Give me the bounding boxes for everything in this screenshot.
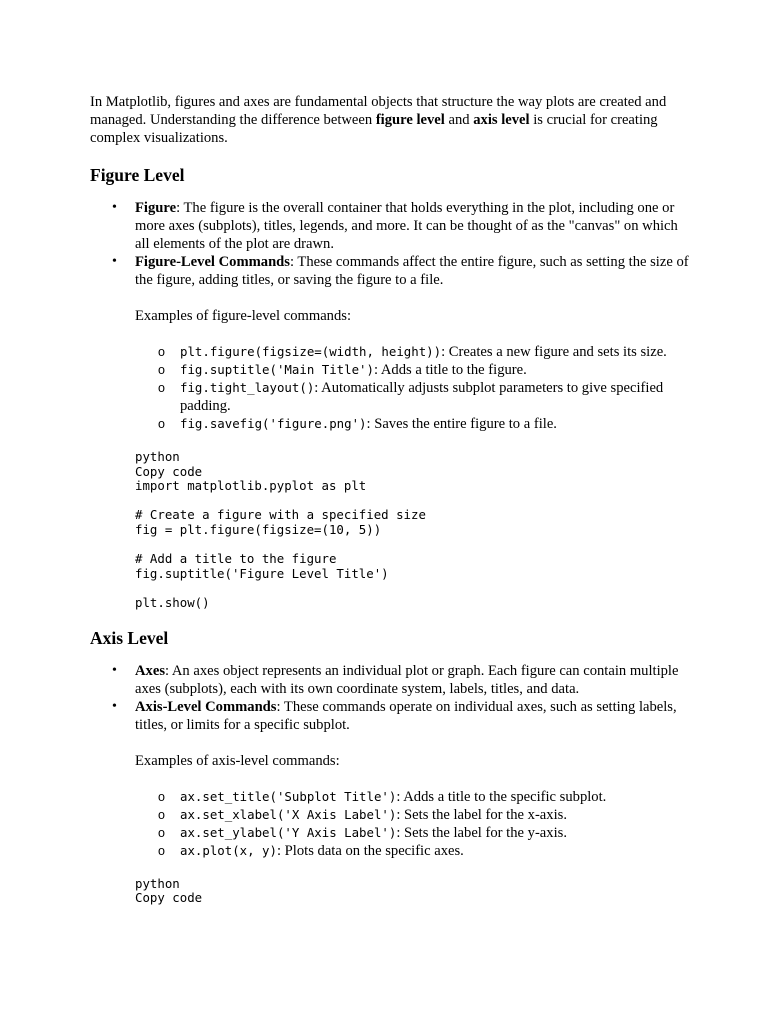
bullet-text: : An axes object represents an individual plot or graph. Each figure can contain multiple axes (subplots), each with its own coordinate system, labels, titles, and data. — [135, 662, 679, 697]
list-item — [180, 343, 690, 361]
bullet-term: Figure — [135, 200, 177, 216]
list-item — [135, 199, 690, 253]
command-desc: : Sets the label for the y-axis. — [396, 824, 567, 841]
command-code: ax.set_ylabel('Y Axis Label') — [180, 824, 397, 840]
figure-bullet-list — [90, 199, 690, 289]
bullet-term: Figure-Level Commands — [135, 254, 290, 270]
code-blank-line — [135, 581, 690, 596]
code-line: fig = plt.figure(figsize=(10, 5)) — [135, 521, 382, 537]
intro-text: In Matplotlib, figures and axes are fundamental objects that structure the way plots are created and managed. Understanding the difference between — [90, 94, 667, 128]
code-language-label: python — [135, 875, 180, 891]
figure-level-heading: Figure Level — [90, 165, 185, 185]
command-desc: : Saves the entire figure to a file. — [366, 416, 557, 432]
list-item — [180, 842, 690, 860]
list-item — [180, 788, 690, 806]
command-code: ax.set_title('Subplot Title') — [180, 788, 397, 804]
command-desc: : Automatically adjusts subplot parameters to give specified padding. — [180, 380, 664, 414]
bullet-term: Axes — [135, 662, 165, 679]
command-code: ax.plot(x, y) — [180, 842, 277, 858]
copy-code-button[interactable]: Copy code — [135, 463, 203, 479]
list-item — [135, 662, 690, 698]
command-code: fig.tight_layout() — [180, 380, 315, 395]
axis-bullet-list — [90, 662, 690, 734]
axis-code-block — [135, 877, 690, 906]
list-item — [180, 824, 690, 842]
command-desc: : Adds a title to the figure. — [373, 362, 527, 378]
copy-code-button[interactable]: Copy code — [135, 890, 203, 906]
code-blank-line — [135, 538, 690, 553]
list-item — [180, 379, 690, 415]
axis-command-list — [135, 788, 690, 860]
intro-text: and — [444, 112, 474, 128]
command-code: ax.set_xlabel('X Axis Label') — [180, 806, 397, 822]
bullet-text: : These commands affect the entire figure, such as setting the size of the figure, adding titles, or saving the figure to a file. — [135, 254, 689, 288]
code-line: # Create a figure with a specified size — [135, 507, 426, 523]
figure-examples-label: Examples of figure-level commands: — [135, 308, 351, 324]
command-desc: : Sets the label for the x-axis. — [396, 806, 567, 823]
intro-bold-axis-level: axis level — [473, 112, 530, 128]
axis-level-heading: Axis Level — [90, 627, 169, 648]
code-line: fig.suptitle('Figure Level Title') — [135, 565, 389, 581]
list-item — [180, 806, 690, 824]
axis-examples-label: Examples of axis-level commands: — [135, 752, 340, 769]
figure-command-list — [135, 343, 690, 433]
figure-code-block — [135, 450, 690, 611]
document-page — [90, 93, 690, 906]
bullet-term: Axis-Level Commands — [135, 698, 277, 715]
command-desc: : Plots data on the specific axes. — [276, 842, 464, 859]
bullet-text: : The figure is the overall container that holds everything in the plot, including one or more axes (subplots), titles, legends, and more. It can be thought of as the "canvas" on which all elements of the plot are drawn. — [135, 200, 678, 252]
command-desc: : Adds a title to the specific subplot. — [396, 788, 607, 805]
command-code: fig.savefig('figure.png') — [180, 416, 367, 431]
intro-bold-figure-level: figure level — [375, 112, 445, 128]
code-line: # Add a title to the figure — [135, 551, 337, 567]
code-language-label: python — [135, 449, 180, 464]
command-desc: : Creates a new figure and sets its size. — [441, 344, 667, 360]
intro-text: is crucial for creating complex visualizations. — [90, 112, 658, 146]
bullet-text: : These commands operate on individual axes, such as setting labels, titles, or limits for a specific subplot. — [135, 698, 677, 733]
code-line: import matplotlib.pyplot as plt — [135, 478, 367, 494]
intro-paragraph — [90, 93, 690, 147]
command-code: plt.figure(figsize=(width, height)) — [180, 344, 442, 359]
list-item — [180, 361, 690, 379]
list-item — [180, 415, 690, 433]
list-item — [135, 698, 690, 734]
list-item — [135, 253, 690, 289]
command-code: fig.suptitle('Main Title') — [180, 362, 374, 377]
code-blank-line — [135, 494, 690, 509]
code-line: plt.show() — [135, 594, 210, 610]
